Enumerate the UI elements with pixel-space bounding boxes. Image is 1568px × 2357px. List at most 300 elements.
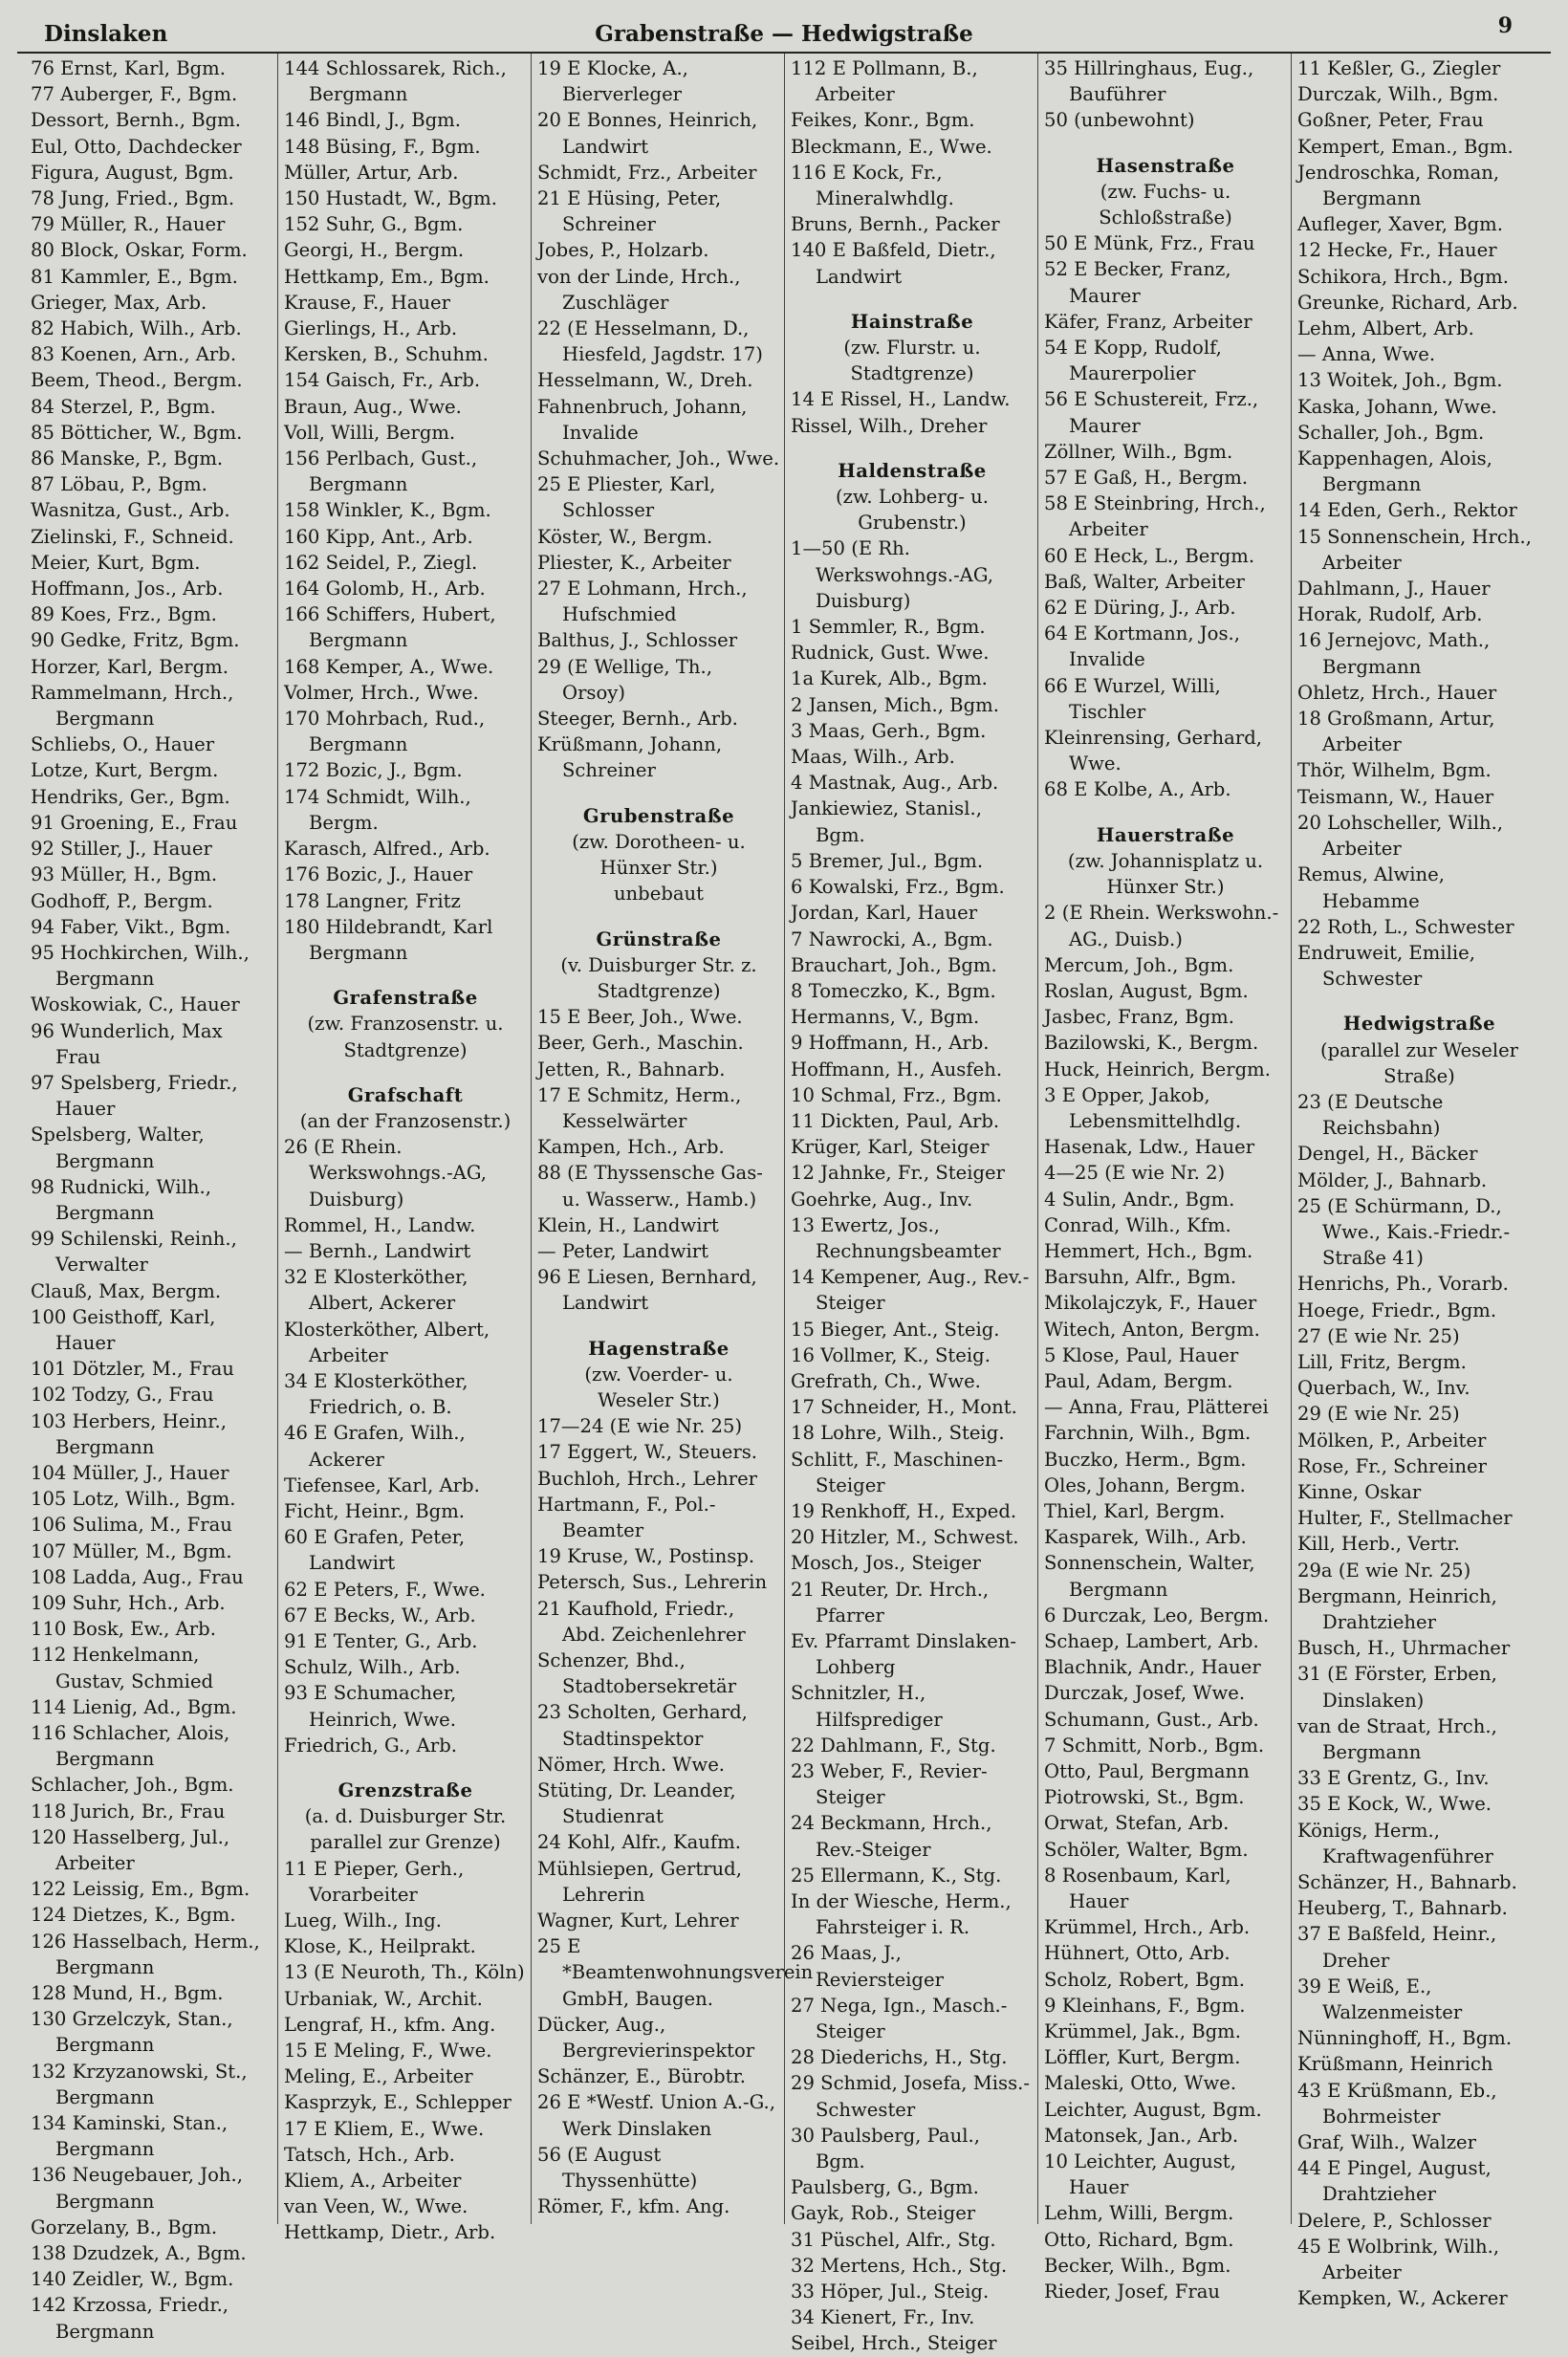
directory-entry: Eul, Otto, Dachdecker [31, 135, 242, 158]
directory-entry: 17 E Kliem, E., Wwe. [284, 2117, 485, 2140]
directory-entry: 112 E Pollmann, B., Arbeiter [791, 57, 978, 106]
directory-entry: Matonsek, Jan., Arb. [1044, 2124, 1239, 2147]
directory-entry: Petersch, Sus., Lehrerin [537, 1571, 768, 1594]
directory-entry: 87 Löbau, P., Bgm. [31, 473, 207, 496]
directory-entry: Durczak, Josef, Wwe. [1044, 1682, 1246, 1705]
directory-entry: Mühlsiepen, Gertrud, Lehrerin [537, 1857, 742, 1906]
directory-entry: Hesselmann, W., Dreh. [537, 369, 753, 392]
street-description: (v. Duisburger Str. z. Stadtgrenze) [560, 953, 757, 1002]
directory-entry: 2 (E Rhein. Werkswohn.-AG., Duisb.) [1044, 902, 1279, 950]
directory-entry: 33 Höper, Jul., Steig. [791, 2281, 990, 2303]
directory-entry: Kasparek, Wilh., Arb. [1044, 1526, 1247, 1549]
directory-entry: 20 Hitzler, M., Schwest. [791, 1526, 1019, 1549]
directory-entry: Krüßmann, Heinrich [1297, 2053, 1493, 2076]
directory-entry: 93 E Schumacher, Heinrich, Wwe. [284, 1682, 457, 1731]
directory-entry: 152 Suhr, G., Bgm. [284, 213, 464, 236]
directory-entry: 146 Bindl, J., Bgm. [284, 109, 461, 132]
page-header [17, 13, 1551, 54]
directory-entry: Dahlmann, J., Hauer [1297, 578, 1491, 600]
directory-entry: 39 E Weiß, E., Walzenmeister [1297, 1975, 1463, 2024]
directory-entry: 34 Kienert, Fr., Inv. [791, 2306, 975, 2329]
directory-entry: 31 (E Förster, Erben, Dinslaken) [1297, 1663, 1497, 1712]
directory-entry: Clauß, Max, Bergm. [31, 1279, 222, 1302]
directory-entry: Meling, E., Arbeiter [284, 2065, 473, 2088]
directory-entry: Henrichs, Ph., Vorarb. [1297, 1273, 1509, 1296]
directory-entry: Ev. Pfarramt Dinslaken-Lohberg [791, 1629, 1017, 1679]
directory-entry: Köster, W., Bergm. [537, 525, 713, 548]
directory-entry: 58 E Steinbring, Hrch., Arbeiter [1044, 492, 1266, 541]
directory-entry: Schöler, Walter, Bgm. [1044, 1838, 1249, 1861]
directory-entry: 17—24 (E wie Nr. 25) [537, 1415, 743, 1438]
directory-entry: — Bernh., Landwirt [284, 1239, 471, 1262]
directory-entry: 19 Renkhoff, H., Exped. [791, 1499, 1017, 1522]
directory-entry: Schlitt, F., Maschinen-Steiger [791, 1448, 1004, 1496]
directory-entry: Lotze, Kurt, Bergm. [31, 759, 219, 782]
directory-entry: Buchloh, Hrch., Lehrer [537, 1467, 758, 1490]
directory-entry: 82 Habich, Wilh., Arb. [31, 317, 242, 340]
directory-entry: 92 Stiller, J., Hauer [31, 838, 212, 861]
directory-entry: 101 Dötzler, M., Frau [31, 1358, 234, 1381]
directory-entry: 164 Golomb, H., Arb. [284, 578, 486, 600]
directory-entry: 14 Kempener, Aug., Rev.-Steiger [791, 1266, 1030, 1315]
directory-entry: Querbach, W., Inv. [1297, 1377, 1470, 1400]
directory-entry: Jordan, Karl, Hauer [791, 902, 978, 925]
directory-entry: Rammelmann, Hrch., Bergmann [31, 681, 234, 731]
directory-entry: Hermanns, V., Bgm. [791, 1006, 980, 1029]
directory-entry: Zielinski, F., Schneid. [31, 525, 234, 548]
directory-entry: Horzer, Karl, Bergm. [31, 655, 229, 678]
directory-entry: Grefrath, Ch., Wwe. [791, 1369, 981, 1392]
directory-entry: Beem, Theod., Bergm. [31, 369, 243, 392]
directory-entry: Krüger, Karl, Steiger [791, 1136, 990, 1159]
directory-entry: 160 Kipp, Ant., Arb. [284, 525, 473, 548]
directory-entry: 50 E Münk, Frz., Frau [1044, 232, 1255, 255]
directory-entry: 126 Hasselbach, Herm., Bergmann [31, 1930, 260, 1978]
directory-entry: Brauchart, Joh., Bgm. [791, 953, 997, 976]
directory-entry: 34 E Klosterköther, Friedrich, o. B. [284, 1369, 468, 1419]
directory-entry: Hoffmann, H., Ausfeh. [791, 1058, 1003, 1080]
directory-entry: 27 (E wie Nr. 25) [1297, 1324, 1460, 1347]
directory-entry: Dengel, H., Bäcker [1297, 1143, 1478, 1166]
directory-entry: von der Linde, Hrch., Zuschläger [537, 265, 741, 314]
column [1038, 54, 1292, 2303]
directory-entry: 26 Maas, J., Reviersteiger [791, 1942, 944, 1991]
directory-entry: 32 Mertens, Hch., Stg. [791, 2254, 1008, 2277]
directory-entry: 162 Seidel, P., Ziegl. [284, 551, 478, 574]
directory-entry: 45 E Wolbrink, Wilh., Arbeiter [1297, 2235, 1500, 2284]
directory-entry: Krüßmann, Johann, Schreiner [537, 733, 723, 782]
column [278, 54, 532, 2244]
directory-entry: Becker, Wilh., Bgm. [1044, 2254, 1231, 2277]
directory-entry: 2 Jansen, Mich., Bgm. [791, 693, 999, 716]
column [785, 54, 1038, 2355]
directory-entry: 60 E Heck, L., Bergm. [1044, 544, 1255, 567]
directory-entry: Horak, Rudolf, Arb. [1297, 603, 1483, 626]
directory-entry: 136 Neugebauer, Joh., Bergmann [31, 2164, 243, 2213]
street-heading: Hagenstraße [588, 1337, 730, 1360]
directory-entry: 14 Eden, Gerh., Rektor [1297, 499, 1517, 522]
directory-entry: Jankiewiez, Stanisl., Bgm. [791, 797, 982, 846]
directory-entry: 31 Püschel, Alfr., Stg. [791, 2228, 996, 2251]
directory-entry: Kempken, W., Ackerer [1297, 2287, 1508, 2310]
directory-entry: Schuhmacher, Joh., Wwe. [537, 447, 780, 470]
directory-entry: Mercum, Joh., Bgm. [1044, 953, 1234, 976]
directory-entry: 15 E Meling, F., Wwe. [284, 2040, 492, 2062]
street-description: (a. d. Duisburger Str. parallel zur Grenze) [304, 1805, 507, 1854]
directory-entry: Kill, Herb., Vertr. [1297, 1533, 1460, 1556]
street-description: (zw. Dorotheen- u. Hünxer Str.) [572, 830, 746, 880]
directory-entry: 96 E Liesen, Bernhard, Landwirt [537, 1266, 757, 1315]
directory-entry: Hettkamp, Dietr., Arb. [284, 2221, 496, 2244]
directory-entry: Stüting, Dr. Leander, Studienrat [537, 1779, 736, 1828]
directory-entry: 33 E Grentz, G., Inv. [1297, 1767, 1490, 1790]
directory-entry: Schenzer, Bhd., Stadtobersekretär [537, 1648, 737, 1698]
directory-entry: 10 Leichter, August, Hauer [1044, 2150, 1236, 2199]
directory-entry: 142 Krzossa, Friedr., Bergmann [31, 2294, 229, 2343]
street-heading: Grubenstraße [582, 804, 735, 827]
column [25, 54, 278, 2343]
directory-entry: Pliester, K., Arbeiter [537, 551, 731, 574]
directory-entry: Kersken, B., Schuhm. [284, 343, 489, 366]
directory-entry: 11 Keßler, G., Ziegler [1297, 57, 1501, 79]
directory-entry: Rudnick, Gust. Wwe. [791, 642, 990, 665]
directory-entry: Wagner, Kurt, Lehrer [537, 1910, 739, 1932]
directory-entry: 27 E Lohmann, Hrch., Hufschmied [537, 578, 748, 626]
directory-entry: 23 (E Deutsche Reichsbahn) [1297, 1090, 1444, 1140]
street-heading: Grenzstraße [338, 1779, 473, 1801]
directory-entry: Hartmann, F., Pol.-Beamter [537, 1493, 716, 1541]
directory-entry: Rose, Fr., Schreiner [1297, 1454, 1487, 1477]
directory-entry: 9 Kleinhans, F., Bgm. [1044, 1994, 1246, 2017]
directory-entry: Greunke, Richard, Arb. [1297, 291, 1518, 314]
directory-entry: 15 Sonnenschein, Hrch., Arbeiter [1297, 525, 1532, 574]
directory-entry: 12 Hecke, Fr., Hauer [1297, 239, 1497, 262]
directory-entry: 140 E Baßfeld, Dietr., Landwirt [791, 239, 996, 288]
directory-entry: 100 Geisthoff, Karl, Hauer [31, 1305, 216, 1354]
directory-entry: Schaller, Joh., Bgm. [1297, 421, 1485, 444]
directory-entry: Kinne, Oskar [1297, 1480, 1422, 1503]
directory-entry: Kappenhagen, Alois, Bergmann [1297, 447, 1492, 496]
street-description: (parallel zur Weseler Straße) [1319, 1038, 1519, 1087]
directory-entry: Woskowiak, C., Hauer [31, 993, 240, 1016]
directory-entry: 13 Woitek, Joh., Bgm. [1297, 369, 1503, 392]
directory-entry: 176 Bozic, J., Hauer [284, 863, 473, 886]
directory-entry: Baß, Walter, Arbeiter [1044, 570, 1245, 593]
directory-entry: 84 Sterzel, P., Bgm. [31, 395, 216, 418]
directory-entry: 4 Sulin, Andr., Bgm. [1044, 1188, 1235, 1211]
directory-entry: 23 Scholten, Gerhard, Stadtinspektor [537, 1701, 748, 1750]
directory-entry: Busch, H., Uhrmacher [1297, 1637, 1511, 1660]
directory-entry: Mölder, J., Bahnarb. [1297, 1168, 1488, 1191]
directory-entry: Paulsberg, G., Bgm. [791, 2176, 979, 2199]
directory-entry: 94 Faber, Vikt., Bgm. [31, 915, 231, 938]
directory-entry: 86 Manske, P., Bgm. [31, 447, 224, 470]
street-heading: Grünstraße [596, 928, 722, 950]
directory-entry: 24 Kohl, Alfr., Kaufm. [537, 1831, 741, 1854]
directory-entry: Maas, Wilh., Arb. [791, 746, 955, 769]
directory-entry: Spelsberg, Walter, Bergmann [31, 1124, 205, 1172]
directory-entry: Witech, Anton, Bergm. [1044, 1318, 1260, 1341]
directory-entry: 124 Dietzes, K., Bgm. [31, 1904, 236, 1927]
directory-entry: 24 Beckmann, Hrch., Rev.-Steiger [791, 1812, 992, 1861]
directory-entry: Maleski, Otto, Wwe. [1044, 2072, 1237, 2095]
directory-entry: 180 Hildebrandt, Karl Bergmann [284, 915, 493, 964]
directory-entry: 29 Schmid, Josefa, Miss.-Schwester [791, 2072, 1031, 2121]
street-heading: Hasenstraße [1096, 154, 1235, 177]
directory-entry: 1 Semmler, R., Bgm. [791, 616, 986, 639]
directory-entry: 8 Rosenbaum, Karl, Hauer [1044, 1864, 1231, 1913]
directory-entry: 11 Dickten, Paul, Arb. [791, 1109, 1000, 1132]
street-description: unbebaut [613, 883, 705, 906]
directory-entry: Krümmel, Hrch., Arb. [1044, 1916, 1251, 1939]
directory-entry: Bergmann, Heinrich, Drahtzieher [1297, 1584, 1497, 1633]
page-title: Grabenstraße — Hedwigstraße [595, 21, 973, 47]
directory-entry: 148 Büsing, F., Bgm. [284, 135, 481, 158]
directory-entry: Königs, Herm., Kraftwagenführer [1297, 1819, 1493, 1867]
directory-entry: 9 Hoffmann, H., Arb. [791, 1032, 990, 1055]
directory-entry: Huck, Heinrich, Bergm. [1044, 1058, 1271, 1080]
directory-entry: 80 Block, Oskar, Form. [31, 239, 248, 262]
directory-entry: Klosterköther, Albert, Arbeiter [284, 1318, 490, 1366]
directory-entry: Otto, Paul, Bergmann [1044, 1760, 1250, 1782]
directory-entry: Klein, H., Landwirt [537, 1213, 719, 1236]
directory-entry: 21 Reuter, Dr. Hrch., Pfarrer [791, 1578, 990, 1626]
directory-entry: 128 Mund, H., Bgm. [31, 1982, 224, 2005]
directory-entry: 29 (E wie Nr. 25) [1297, 1403, 1460, 1426]
street-description: (zw. Franzosenstr. u. Stadtgrenze) [307, 1013, 504, 1061]
directory-entry: 29 (E Wellige, Th., Orsoy) [537, 655, 713, 704]
directory-entry: 90 Gedke, Fritz, Bgm. [31, 629, 240, 652]
directory-entry: Buczko, Herm., Bgm. [1044, 1448, 1247, 1471]
directory-entry: 4 Mastnak, Aug., Arb. [791, 772, 999, 795]
directory-entry: Gorzelany, B., Bgm. [31, 2215, 218, 2238]
directory-entry: 5 Klose, Paul, Hauer [1044, 1343, 1239, 1366]
directory-entry: Bazilowski, K., Bergm. [1044, 1032, 1259, 1055]
directory-entry: 20 E Bonnes, Heinrich, Landwirt [537, 109, 758, 158]
directory-entry: 12 Jahnke, Fr., Steiger [791, 1162, 1006, 1185]
directory-entry: 35 E Kock, W., Wwe. [1297, 1793, 1492, 1816]
directory-entry: Voll, Willi, Bergm. [284, 421, 456, 444]
directory-entry: 46 E Grafen, Wilh., Ackerer [284, 1422, 466, 1471]
directory-entry: 56 E Schustereit, Frz., Maurer [1044, 388, 1259, 437]
directory-entry: 112 Henkelmann, Gustav, Schmied [31, 1644, 214, 1692]
directory-entry: 95 Hochkirchen, Wilh., Bergmann [31, 941, 250, 991]
directory-entry: Figura, August, Bgm. [31, 161, 234, 184]
directory-entry: 22 Roth, L., Schwester [1297, 915, 1514, 938]
directory-entry: Scholz, Robert, Bgm. [1044, 1968, 1245, 1991]
directory-entry: Urbaniak, W., Archit. [284, 1987, 483, 2010]
directory-entry: Hettkamp, Em., Bgm. [284, 265, 490, 288]
directory-entry: 138 Dzudzek, A., Bgm. [31, 2242, 247, 2265]
directory-entry: van Veen, W., Wwe. [284, 2195, 468, 2218]
directory-entry: 120 Hasselberg, Jul., Arbeiter [31, 1825, 230, 1875]
directory-entry: 154 Gaisch, Fr., Arb. [284, 369, 481, 392]
directory-entry: 35 Hillringhaus, Eug., Bauführer [1044, 57, 1254, 106]
directory-entry: Klose, K., Heilprakt. [284, 1935, 476, 1958]
directory-entry: 13 Ewertz, Jos., Rechnungsbeamter [791, 1213, 1001, 1262]
directory-entry: 98 Rudnicki, Wilh., Bergmann [31, 1175, 211, 1224]
street-description: (zw. Flurstr. u. Stadtgrenze) [843, 337, 981, 385]
directory-entry: Kampen, Hch., Arb. [537, 1136, 725, 1159]
directory-entry: 140 Zeidler, W., Bgm. [31, 2268, 234, 2291]
directory-entry: Friedrich, G., Arb. [284, 1734, 457, 1757]
directory-entry: 103 Herbers, Heinr., Bergmann [31, 1409, 227, 1458]
directory-entry: Schänzer, H., Bahnarb. [1297, 1871, 1517, 1894]
directory-entry: Leichter, August, Bgm. [1044, 2098, 1262, 2121]
directory-entry: Godhoff, P., Bergm. [31, 889, 213, 912]
directory-entry: 52 E Becker, Franz, Maurer [1044, 258, 1231, 307]
directory-entry: 116 E Kock, Fr., Mineralwhdlg. [791, 161, 954, 210]
directory-entry: 172 Bozic, J., Bgm. [284, 759, 463, 782]
directory-entry: 6 Durczak, Leo, Bergm. [1044, 1604, 1270, 1626]
directory-entry: Meier, Kurt, Bgm. [31, 551, 201, 574]
directory-entry: Sonnenschein, Walter, Bergmann [1044, 1552, 1255, 1601]
directory-entry: 77 Auberger, F., Bgm. [31, 83, 238, 106]
directory-entry: 110 Bosk, Ew., Arb. [31, 1618, 216, 1641]
directory-entry: Lengraf, H., kfm. Ang. [284, 2013, 496, 2036]
directory-entry: Jendroschka, Roman, Bergmann [1297, 161, 1500, 210]
directory-entry: Käfer, Franz, Arbeiter [1044, 310, 1252, 333]
directory-entry: 106 Sulima, M., Frau [31, 1514, 232, 1537]
directory-entry: 21 Kaufhold, Friedr., Abd. Zeichenlehrer [537, 1597, 746, 1646]
directory-entry: Orwat, Stefan, Arb. [1044, 1812, 1230, 1835]
directory-entry: Remus, Alwine, Hebamme [1297, 863, 1445, 912]
directory-entry: — Anna, Frau, Plätterei [1044, 1396, 1269, 1419]
directory-entry: 11 E Pieper, Gerh., Vorarbeiter [284, 1857, 465, 1906]
directory-entry: Hoffmann, Jos., Arb. [31, 578, 224, 600]
directory-entry: 16 Vollmer, K., Steig. [791, 1343, 991, 1366]
directory-entry: 62 E Peters, F., Wwe. [284, 1578, 486, 1601]
directory-entry: 7 Schmitt, Norb., Bgm. [1044, 1734, 1265, 1757]
directory-entry: 15 Bieger, Ant., Steig. [791, 1318, 1000, 1341]
directory-entry: Krause, F., Hauer [284, 291, 450, 314]
directory-entry: Kleinrensing, Gerhard, Wwe. [1044, 727, 1262, 775]
directory-entry: Thiel, Karl, Bergm. [1044, 1499, 1226, 1522]
directory-entry: — Peter, Landwirt [537, 1239, 708, 1262]
directory-entry: 21 E Hüsing, Peter, Schreiner [537, 187, 722, 236]
directory-entry: Oles, Johann, Bergm. [1044, 1473, 1246, 1496]
directory-entry: 57 E Gaß, H., Bergm. [1044, 467, 1249, 490]
directory-entry: 60 E Grafen, Peter, Landwirt [284, 1526, 466, 1575]
directory-entry: Schikora, Hrch., Bgm. [1297, 265, 1509, 288]
directory-entry: Braun, Aug., Wwe. [284, 395, 462, 418]
directory-entry: 14 E Rissel, H., Landw. [791, 388, 1011, 411]
directory-entry: 22 Dahlmann, F., Stg. [791, 1734, 996, 1757]
directory-entry: 15 E Beer, Joh., Wwe. [537, 1006, 743, 1029]
directory-entry: Hulter, F., Stellmacher [1297, 1507, 1513, 1530]
street-heading: Hauerstraße [1096, 823, 1235, 846]
directory-entry: Zöllner, Wilh., Bgm. [1044, 440, 1233, 463]
directory-entry: Schumann, Gust., Arb. [1044, 1708, 1259, 1731]
directory-entry: Dücker, Aug., Bergrevierinspektor [537, 2013, 755, 2062]
directory-entry: 66 E Wurzel, Willi, Tischler [1044, 674, 1221, 723]
directory-entry: Schänzer, E., Bürobtr. [537, 2065, 746, 2088]
directory-entry: 8 Tomeczko, K., Bgm. [791, 979, 996, 1002]
directory-entry: Dessort, Bernh., Bgm. [31, 109, 241, 132]
directory-entry: 18 Großmann, Artur, Arbeiter [1297, 708, 1495, 756]
directory-entry: Balthus, J., Schlosser [537, 629, 738, 652]
street-heading: Haldenstraße [838, 459, 987, 482]
directory-entry: 68 E Kolbe, A., Arb. [1044, 778, 1231, 801]
directory-entry: 158 Winkler, K., Bgm. [284, 499, 491, 522]
directory-entry: Heuberg, T., Bahnarb. [1297, 1897, 1508, 1920]
street-description: (zw. Fuchs- u. Schloßstraße) [1099, 180, 1232, 229]
directory-entry: 168 Kemper, A., Wwe. [284, 655, 494, 678]
directory-entry: 26 E *Westf. Union A.-G., Werk Dinslaken [537, 2091, 776, 2140]
directory-entry: 114 Lienig, Ad., Bgm. [31, 1695, 237, 1718]
directory-entry: 44 E Pingel, August, Drahtzieher [1297, 2157, 1492, 2206]
directory-entry: 78 Jung, Fried., Bgm. [31, 187, 235, 210]
directory-entry: 56 (E August Thyssenhütte) [537, 2143, 698, 2193]
street-heading: Grafenstraße [333, 987, 478, 1010]
directory-entry: Gierlings, H., Arb. [284, 317, 458, 340]
directory-entry: 130 Grzelczyk, Stan., Bergmann [31, 2008, 233, 2057]
directory-entry: 105 Lotz, Wilh., Bgm. [31, 1488, 236, 1511]
directory-entry: Barsuhn, Alfr., Bgm. [1044, 1266, 1237, 1289]
directory-entry: Beer, Gerh., Maschin. [537, 1032, 744, 1055]
street-heading: Hedwigstraße [1342, 1013, 1496, 1036]
directory-entry: 25 (E Schürmann, D., Wwe., Kais.-Friedr.-Straße 41) [1297, 1194, 1511, 1270]
directory-entry: Jobes, P., Holzarb. [537, 239, 709, 262]
directory-entry: Hendriks, Ger., Bgm. [31, 785, 230, 808]
street-description: (zw. Lohberg- u. Grubenstr.) [835, 486, 990, 535]
directory-entry: Karasch, Alfred., Arb. [284, 838, 490, 861]
directory-entry: — Anna, Wwe. [1297, 343, 1436, 366]
directory-entry: 5 Bremer, Jul., Bgm. [791, 849, 984, 872]
directory-entry: Seibel, Hrch., Steiger [791, 2332, 997, 2355]
directory-entry: 17 Eggert, W., Steuers. [537, 1441, 757, 1464]
directory-entry: 88 (E Thyssensche Gas- u. Wasserw., Hamb.) [537, 1162, 763, 1211]
directory-entry: Piotrowski, St., Bgm. [1044, 1786, 1245, 1809]
directory-entry: Thör, Wilhelm, Bgm. [1297, 759, 1492, 782]
directory-entry: Nömer, Hrch. Wwe. [537, 1753, 726, 1776]
directory-entry: 99 Schilenski, Reinh., Verwalter [31, 1228, 237, 1277]
directory-entry: 132 Krzyzanowski, St., Bergmann [31, 2060, 248, 2108]
street-heading: Grafschaft [347, 1083, 464, 1106]
directory-entry: 18 Lohre, Wilh., Steig. [791, 1422, 1005, 1445]
directory-entry: 150 Hustadt, W., Bgm. [284, 187, 497, 210]
directory-entry: 64 E Kortmann, Jos., Invalide [1044, 622, 1240, 671]
directory-entry: Schnitzler, H., Hilfsprediger [791, 1682, 943, 1731]
directory-entry: Schulz, Wilh., Arb. [284, 1656, 461, 1679]
directory-entry: Goehrke, Aug., Inv. [791, 1188, 973, 1211]
directory-entry: 54 E Kopp, Rudolf, Maurerpolier [1044, 337, 1222, 385]
directory-entry: 170 Mohrbach, Rud., Bergmann [284, 708, 486, 756]
directory-entry: Durczak, Wilh., Bgm. [1297, 83, 1499, 106]
directory-entry: 20 Lohscheller, Wilh., Arbeiter [1297, 811, 1504, 861]
directory-entry: Krümmel, Jak., Bgm. [1044, 2020, 1241, 2043]
directory-entry: 29a (E wie Nr. 25) [1297, 1559, 1471, 1582]
directory-entry: Aufleger, Xaver, Bgm. [1297, 213, 1503, 236]
directory-entry: Bleckmann, E., Wwe. [791, 135, 992, 158]
directory-entry: Mikolajczyk, F., Hauer [1044, 1292, 1257, 1315]
directory-entry: Endruweit, Emilie, Schwester [1297, 941, 1475, 991]
directory-entry: Müller, Artur, Arb. [284, 161, 459, 184]
directory-entry: 43 E Krüßmann, Eb., Bohrmeister [1297, 2079, 1497, 2128]
directory-entry: 89 Koes, Frz., Bgm. [31, 603, 217, 626]
directory-entry: Rieder, Josef, Frau [1044, 2281, 1220, 2303]
directory-entry: Wasnitza, Gust., Arb. [31, 499, 230, 522]
directory-entry: 27 Nega, Ign., Masch.-Steiger [791, 1994, 1008, 2043]
directory-entry: Lehm, Albert, Arb. [1297, 317, 1474, 340]
directory-entry: Mosch, Jos., Steiger [791, 1552, 982, 1575]
column [532, 54, 814, 2224]
directory-entry: Teismann, W., Hauer [1297, 785, 1494, 808]
directory-entry: 122 Leissig, Em., Bgm. [31, 1878, 250, 1901]
directory-entry: Jetten, R., Bahnarb. [537, 1058, 726, 1080]
directory-entry: Schliebs, O., Hauer [31, 733, 215, 756]
directory-entry: 174 Schmidt, Wilh., Bergm. [284, 785, 471, 834]
